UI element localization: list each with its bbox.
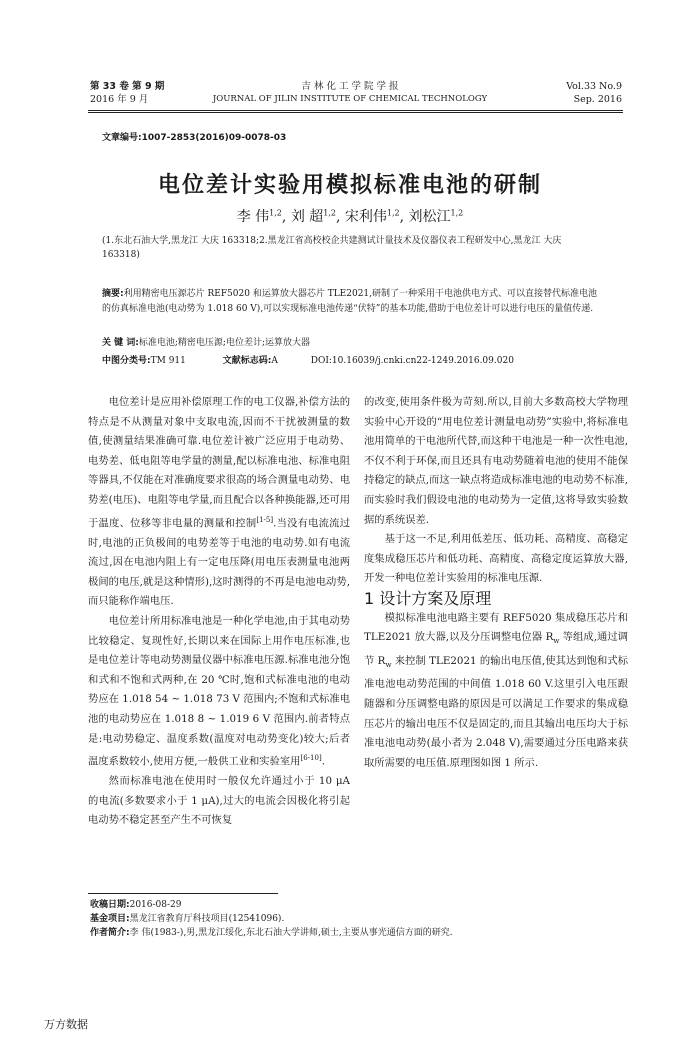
issue-date: 2016 年 9 月	[90, 94, 149, 105]
journal-name-en: JOURNAL OF JILIN INSTITUTE OF CHEMICAL TECHNOLOGY	[212, 94, 488, 104]
doi: DOI:10.16039/j.cnki.cn22-1249.2016.09.020	[310, 356, 514, 366]
subscript: w	[553, 637, 560, 646]
author: 刘松江	[408, 209, 451, 225]
paragraph-text: .	[321, 755, 325, 768]
right-column	[364, 393, 628, 773]
header-right	[566, 80, 622, 106]
citation: [1-5]	[256, 515, 274, 524]
journal-name-cn: 吉 林 化 工 学 院 学 报	[301, 81, 399, 92]
paragraph-text: 然而标准电池在使用时一般仅允许通过小于 10 μA 的电流(多数要求小于 1 μA),过大的电流会因极化将引起电动势不稳定甚至产生不可恢复	[88, 775, 350, 827]
author-bio-label: 作者简介:	[90, 928, 130, 938]
footnote-rule	[88, 893, 278, 894]
footnotes	[90, 898, 630, 940]
paragraph-text: 等组成,通过调节 R	[364, 631, 629, 667]
doc-code-label: 文献标志码:	[222, 356, 272, 366]
abstract-text: 利用精密电压源芯片 REF5020 和运算放大器芯片 TLE2021,研制了一种采用干电池供电方式、可以直接替代标准电池的仿真标准电池(电动势为 1.018 60 V),可以实现标准电池传递“伏特”的基本功能,借助于电位差计可以进行电压的量值传递.	[102, 289, 598, 314]
author-bio-value: 李 伟(1983-),男,黑龙江绥化,东北石油大学讲师,硕士,主要从事光通信方面的研究.	[129, 928, 453, 938]
paragraph	[88, 612, 350, 772]
author: 李 伟	[236, 209, 270, 225]
author-affiliation-mark: 1,2	[269, 208, 282, 218]
paragraph-text: 来控制 TLE2021 的输出电压值,使其达到饱和式标准电池电动势范围的中间值 1.018 60 V.这里引入电压跟随器和分压调整电路的原因是可以满足工作要求的集成稳压芯片的输出电压不仅是固定的,而且其输出电压均大于标准电池电动势(最小者为 2.048 V),需要通过分压电路来获取所需要的电压值.原理图如图 1 所示.	[364, 654, 628, 769]
abstract	[102, 287, 602, 317]
keywords-label: 关 键 词:	[102, 338, 139, 348]
keywords	[102, 336, 602, 350]
author: 刘 超	[290, 209, 324, 225]
citation: [6-10]	[300, 754, 322, 763]
affiliations: (1.东北石油大学,黑龙江 大庆 163318;2.黑龙江省高校校企共建测试计量技术及仪器仪表工程研发中心,黑龙江 大庆 163318)	[102, 236, 562, 260]
abstract-label: 摘要:	[102, 289, 124, 299]
received-date	[90, 898, 630, 912]
received-label: 收稿日期:	[90, 900, 130, 910]
paragraph-text: 的改变,使用条件极为苛刻.所以,目前大多数高校大学物理实验中心开设的“用电位差计测量电动势”实验中,将标准电池用简单的干电池所代替,而这种干电池是一种一次性电池,不仅不利于环保,而且还具有电动势随着电池的使用不能保持稳定的缺点,而这一缺点将造成标准电池的电动势不标准,而实验时我们假设电池的电动势为一定值,这将导致实验数据的系统误差.	[364, 396, 628, 526]
fund-value: 黑龙江省教育厅科技项目(12541096).	[129, 914, 285, 924]
volume-issue-en: Vol.33 No.9	[566, 81, 622, 92]
paragraph-text: 基于这一不足,利用低差压、低功耗、高精度、高稳定度集成稳压芯片和低功耗、高精度、高稳定度运算放大器,开发一种电位差计实验用的标准电压源.	[364, 533, 628, 585]
paragraph	[364, 393, 628, 530]
subscript: w	[385, 660, 392, 669]
fund-label: 基金项目:	[90, 914, 130, 924]
article-number: 文章编号:1007-2853(2016)09-0078-03	[102, 133, 287, 143]
paragraph-text: .当没有电流流过时,电池的正负极间的电势差等于电池的电动势.如有电流流过,因在电池内阻上有一定电压降(用电压表测量电池两极间的电压,就是这种情形),这时测得的不再是电池电动势,而只能称作端电压.	[88, 516, 350, 608]
paragraph	[88, 393, 350, 612]
author-bio	[90, 926, 630, 940]
paragraph-text: 电位差计所用标准电池是一种化学电池,由于其电动势比较稳定、复现性好,长期以来在国际上用作电压标准,也是电位差计等电动势测量仪器中标准电压源.标准电池分饱和式和不饱和式两种,在 20 ℃时,饱和式标准电池的电动势应在 1.018 54 ~ 1.018 73 V 范围内;不饱和式标准电池的电动势应在 1.018 8 ~ 1.019 6 V 范围内.前者特点是:电动势稳定、温度系数(温度对电动势变化)较大;后者温度系数较小,使用方便,一般供工业和实验室用	[88, 614, 350, 768]
doc-code-value: A	[271, 356, 278, 366]
watermark: 万方数据	[44, 1018, 88, 1031]
header-rule	[88, 110, 623, 111]
volume-issue: 第 33 卷 第 9 期	[90, 81, 165, 92]
author: 宋利伟	[344, 209, 387, 225]
header-rule-thin	[88, 112, 623, 113]
clc-value: TM 911	[150, 356, 186, 366]
author-list: 李 伟$^{1,2}$, 刘 超$^{1,2}$, 宋利伟$^{1,2}$, 刘松江$^{1,2}$	[236, 208, 464, 225]
left-column	[88, 393, 350, 831]
author-affiliation-mark: 1,2	[386, 208, 400, 218]
paragraph	[88, 772, 350, 831]
author-affiliation-mark: 1,2	[323, 208, 336, 218]
received-value: 2016-08-29	[129, 900, 182, 910]
paper-title: 电位差计实验用模拟标准电池的研制	[157, 173, 542, 198]
classification-line	[102, 354, 622, 368]
paragraph-text: 电位差计是应用补偿原理工作的电工仪器,补偿方法的特点是不从测量对象中支取电流,因而不干扰被测量的数值,使测量结果准确可靠.电位差计被广泛应用于电动势、电势差、低电阻等电学量的测量,配以标准电池、标准电阻等器具,不仅能在对准确度要求很高的场合测量电动势、电势差(电压)、电阻等电学量,而且配合以各种换能器,还可用于温度、位移等非电量的测量和控制	[88, 396, 350, 529]
paragraph	[364, 530, 628, 589]
paragraph-text: 模拟标准电池电路主要有 REF5020 集成稳压芯片和 TLE2021 放大器,以及分压调整电位器 R	[364, 611, 628, 644]
issue-date-en: Sep. 2016	[573, 94, 622, 105]
section-heading: 1 设计方案及原理	[364, 588, 492, 608]
fund-info	[90, 912, 630, 926]
author-affiliation-mark: 1,2	[450, 208, 464, 218]
clc-label: 中图分类号:	[102, 356, 151, 366]
paragraph	[364, 609, 628, 774]
keywords-text: 标准电池;精密电压源;电位差计;运算放大器	[138, 338, 310, 348]
